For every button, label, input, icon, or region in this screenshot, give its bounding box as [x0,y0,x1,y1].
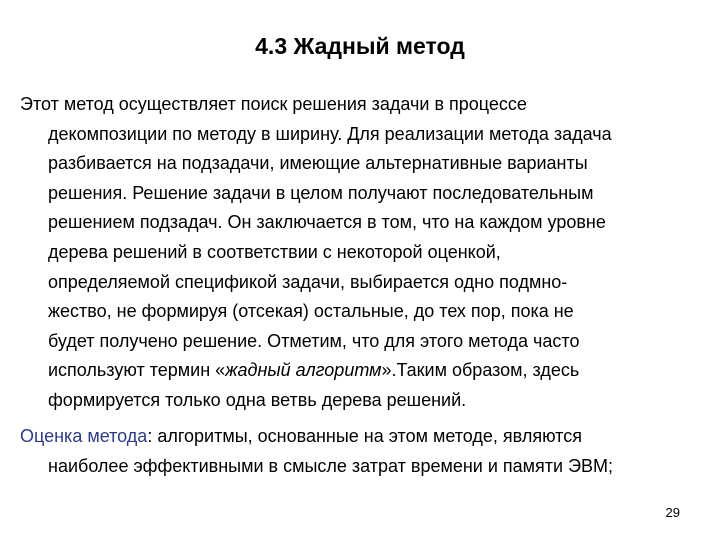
paragraph-line [20,356,710,386]
line-text-after-term: ».Таким образом, здесь [381,360,580,381]
paragraph-line: разбивается на подзадачи, имеющие альтернативные варианты [48,153,588,174]
slide-title: 4.3 Жадный метод [255,33,465,59]
paragraph-line: жество, не формируя (отсекая) остальные, до тех пор, пока не [48,301,574,322]
line-text-before-term: используют термин « [48,360,226,381]
paragraph-line: формируется только одна ветвь дерева решений. [48,389,467,410]
paragraph-line: будет получено решение. Отметим, что для этого метода часто [48,330,580,351]
paragraph-line: решением подзадач. Он заключается в том, что на каждом уровне [48,212,606,233]
paragraph-line: Этот метод осуществляет поиск решения задачи в процессе [20,94,527,114]
method-evaluation-paragraph [20,422,710,481]
evaluation-text: : алгоритмы, основанные на этом методе, являются [147,426,582,446]
method-description-paragraph [20,90,710,416]
evaluation-label: Оценка метода [20,426,148,446]
paragraph-line: решения. Решение задачи в целом получают последовательным [48,182,594,203]
paragraph-line: декомпозиции по методу в ширину. Для реализации метода задача [48,123,612,144]
paragraph-line: определяемой спецификой задачи, выбирается одно подмно- [48,271,568,292]
paragraph-line: дерева решений в соответствии с некоторой оценкой, [48,241,501,262]
paragraph-line [20,422,710,452]
paragraph-line: наиболее эффективными в смысле затрат времени и памяти ЭВМ; [48,455,614,476]
greedy-algorithm-term: жадный алгоритм [225,360,382,381]
page-number: 29 [665,505,680,520]
